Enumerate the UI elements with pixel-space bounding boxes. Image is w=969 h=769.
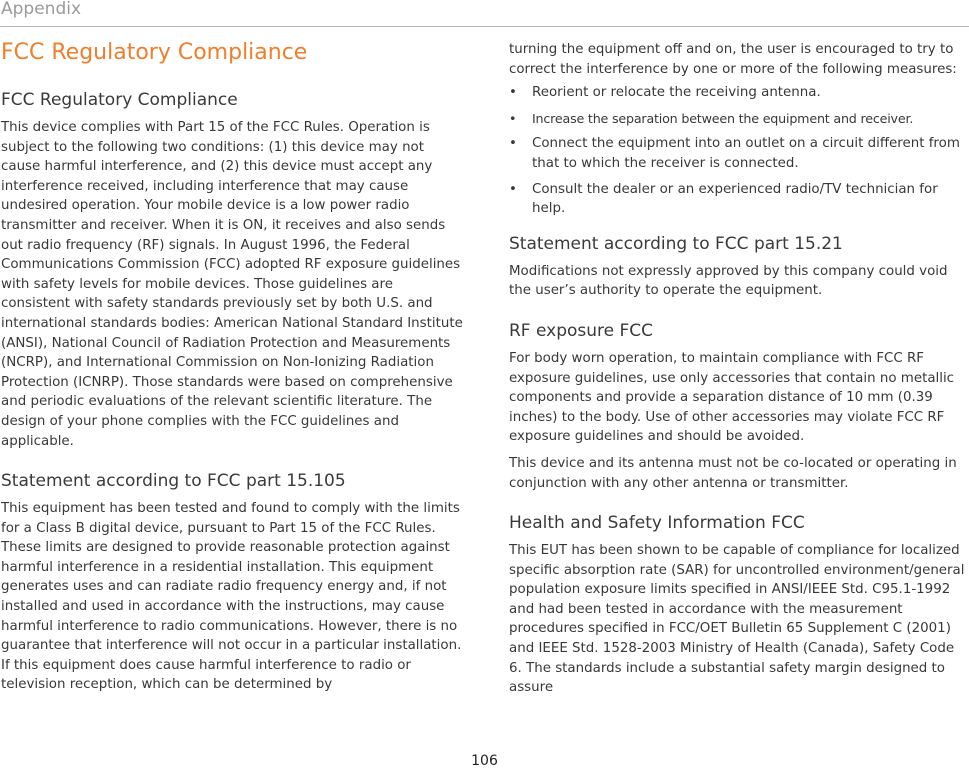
header-title: Appendix: [1, 0, 82, 19]
list-item: • Connect the equipment into an outlet on a circuit different from that to which the receiver is connected.: [509, 136, 960, 171]
section-body-health-safety: This EUT has been shown to be capable of compliance for localized specific absorption rate (SAR) for uncontrolled environment/general population exposure limits specified in ANSI/IEEE Std. C95.1-1992 and had been tested in accordance with the measurement procedures specified in FCC/OET Bulletin 65 Supplement C (2001) and IEEE Std. 1528-2003 Ministry of Health (Canada), Safety Code 6. The standards include a substantial safety margin designed to assure: [509, 543, 965, 696]
section-body-fcc-15-21: Modifications not expressly approved by this company could void the user’s authority to operate the equipment.: [509, 263, 948, 299]
page-number: 106: [471, 753, 498, 769]
section-heading-rf-exposure: RF exposure FCC: [509, 320, 654, 341]
bullet-icon: •: [509, 136, 517, 152]
section-heading-fcc-15-105: Statement according to FCC part 15.105: [1, 471, 346, 492]
page-header: [0, 0, 969, 27]
left-column: [1, 38, 463, 695]
section-heading-health-safety: Health and Safety Information FCC: [509, 513, 805, 534]
bullet-icon: •: [509, 110, 517, 126]
section-body-rf-exposure-1: For body worn operation, to maintain compliance with FCC RF exposure guidelines, use only accessories that contain no metallic components and provide a separation distance of 10 mm (0.39 inches) to the body. Use of other accessories may violate FCC RF exposure guidelines and should be avoided.: [509, 350, 955, 445]
section-body-fcc-compliance: This device complies with Part 15 of the FCC Rules. Operation is subject to the following two conditions: (1) this device may not cause harmful interference, and (2) this device must accept any interference received, including interference that may cause undesired operation. Your mobile device is a low power radio transmitter and receiver. When it is ON, it receives and also sends out radio frequency (RF) signals. In August 1996, the Federal Communications Commission (FCC) adopted RF exposure guidelines with safety levels for mobile devices. Those guidelines are consistent with safety standards previously set by both U.S. and international standards bodies: American National Standard Institute (ANSI), National Council of Radiation Protection and Measurements (NCRP), and International Commission on Non-Ionizing Radiation Protection (ICNRP). Those standards were based on comprehensive and periodic evaluations of the relevant scientific literature. The design of your phone complies with the FCC guidelines and applicable.: [1, 120, 463, 449]
measures-list: [509, 83, 967, 219]
section-body-rf-exposure-2: This device and its antenna must not be co-located or operating in conjunction with any other antenna or transmitter.: [509, 455, 957, 491]
continued-paragraph: turning the equipment off and on, the user is encouraged to try to correct the interference by one or more of the following measures:: [509, 42, 957, 77]
list-item: • Increase the separation between the equipment and receiver.: [509, 109, 967, 129]
bullet-icon: •: [509, 181, 517, 197]
section-heading-fcc-compliance: FCC Regulatory Compliance: [1, 90, 238, 110]
section-body-fcc-15-105: This equipment has been tested and found to comply with the limits for a Class B digital device, pursuant to Part 15 of the FCC Rules. These limits are designed to provide reasonable protection against harmful interference in a residential installation. This equipment generates uses and can radiate radio frequency energy and, if not installed and used in accordance with the instructions, may cause harmful interference to radio communications. However, there is no guarantee that interference will not occur in a particular installation. If this equipment does cause harmful interference to radio or television reception, which can be determined by: [1, 501, 462, 693]
bullet-icon: •: [509, 85, 517, 101]
main-title: FCC Regulatory Compliance: [1, 40, 308, 65]
section-heading-fcc-15-21: Statement according to FCC part 15.21: [509, 233, 843, 254]
list-item: • Reorient or relocate the receiving antenna.: [509, 83, 967, 103]
list-item: • Consult the dealer or an experienced radio/TV technician for help.: [509, 181, 938, 217]
right-column: [509, 40, 967, 698]
